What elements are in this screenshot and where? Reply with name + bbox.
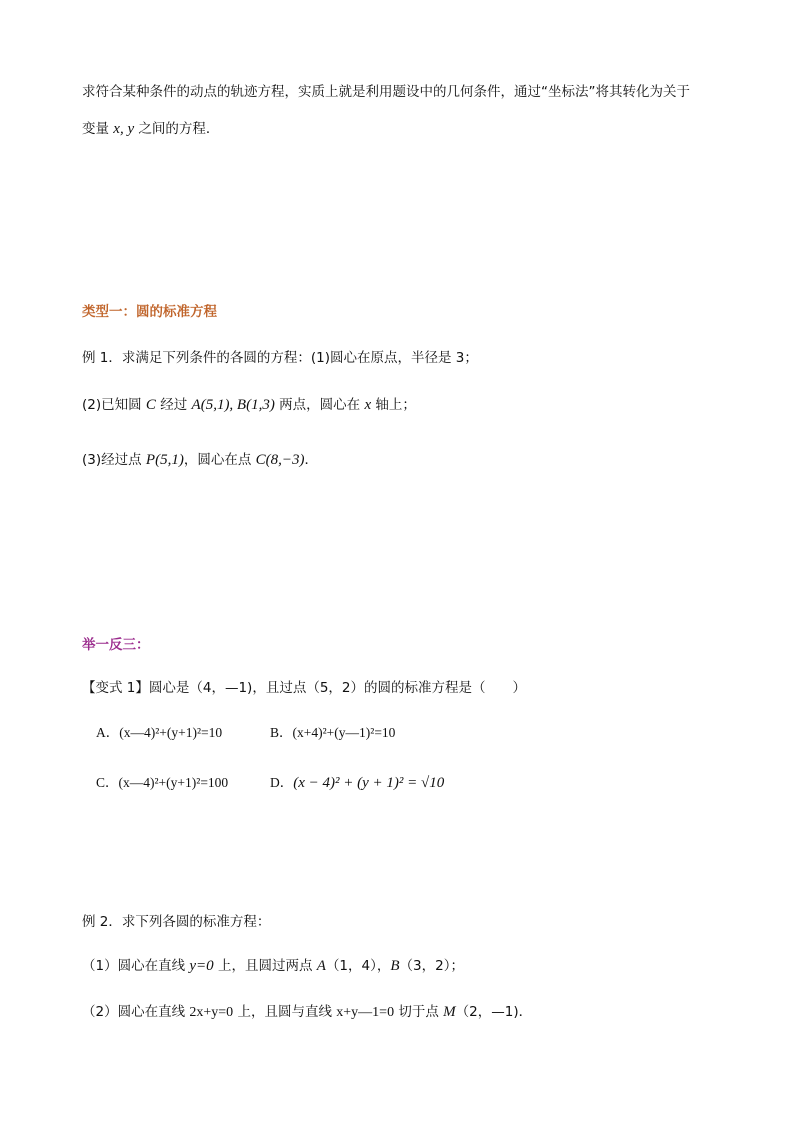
example1-question-3 xyxy=(82,450,318,470)
ex1-q3-pre: (3)经过点 xyxy=(82,452,146,468)
example1-question-1: 例 1．求满足下列条件的各圆的方程：(1)圆心在原点，半径是 3； xyxy=(82,350,478,366)
ex2-q1-point-a: A xyxy=(316,958,326,974)
intro-line-2-pre: 变量 xyxy=(82,121,114,137)
ex1-q2-mid: 经过 xyxy=(155,397,192,413)
ex1-q3-mid: ，圆心在点 xyxy=(183,452,256,468)
option-d-text: (x − 4)² + (y + 1)² = √10 xyxy=(293,775,445,791)
ex2-q1-mid: 上，且圆过两点 xyxy=(213,958,317,974)
intro-line-1: 求符合某种条件的动点的轨迹方程，实质上就是利用题设中的几何条件，通过“坐标法”将其转化为关于 xyxy=(82,84,690,100)
ex1-q2-x: x xyxy=(364,397,372,413)
ex1-q3-post: ． xyxy=(304,452,318,468)
intro-line-2-post: 之间的方程． xyxy=(134,121,220,137)
ex1-q2-post2: 轴上； xyxy=(371,397,416,413)
option-b-label: B． xyxy=(270,725,293,740)
option-c xyxy=(96,773,228,793)
variant1-stem: 【变式 1】圆心是（4，—1)，且过点（5，2）的圆的标准方程是（ ） xyxy=(82,680,527,696)
option-a-label: A． xyxy=(96,725,120,740)
intro-variables: x, y xyxy=(113,121,135,137)
ex2-q2-pre: （2）圆心在直线 xyxy=(82,1004,190,1020)
ex1-q3-point-c: C(8,−3) xyxy=(255,452,305,468)
ex2-q1-b-coord: （3，2）； xyxy=(399,958,464,974)
example1-question-2 xyxy=(82,395,416,415)
ex2-q1-eq: y=0 xyxy=(189,958,214,974)
option-d-label: D． xyxy=(270,775,294,790)
ex1-q2-post1: 两点，圆心在 xyxy=(274,397,365,413)
ex2-q1-point-b: B xyxy=(390,958,400,974)
example2-question-1 xyxy=(82,956,464,976)
section-heading-type-one: 类型一：圆的标准方程 xyxy=(82,304,217,320)
ex1-q3-point-p: P(5,1) xyxy=(145,452,184,468)
ex2-q1-a-coord: （1，4）， xyxy=(325,958,391,974)
option-a xyxy=(96,723,222,743)
option-b-text: (x+4)²+(y—1)²=10 xyxy=(292,725,396,740)
ex2-q2-eq1: 2x+y=0 xyxy=(189,1005,234,1020)
ex1-q2-points: A(5,1), B(1,3) xyxy=(191,397,275,413)
intro-line-2 xyxy=(82,119,219,139)
ex1-q2-pre: (2)已知圆 xyxy=(82,397,146,413)
option-c-text: (x—4)²+(y+1)²=100 xyxy=(118,775,229,790)
ex2-q1-pre: （1）圆心在直线 xyxy=(82,958,190,974)
ex1-q2-circle-c: C xyxy=(145,397,156,413)
ex2-q2-mid2: 切于点 xyxy=(394,1004,444,1020)
ex2-q2-point-m: M xyxy=(443,1004,456,1020)
ex2-q2-eq2: x+y—1=0 xyxy=(336,1005,395,1020)
ex2-q2-post: （2，—1)． xyxy=(455,1004,533,1020)
example2-question-2 xyxy=(82,1002,532,1023)
option-b xyxy=(270,723,395,743)
option-d xyxy=(270,773,444,793)
section-heading-practice: 举一反三： xyxy=(82,637,150,653)
ex2-q2-mid: 上，且圆与直线 xyxy=(233,1004,337,1020)
option-c-label: C． xyxy=(96,775,119,790)
example2-title: 例 2．求下列各圆的标准方程： xyxy=(82,914,271,930)
option-a-text: (x—4)²+(y+1)²=10 xyxy=(119,725,223,740)
